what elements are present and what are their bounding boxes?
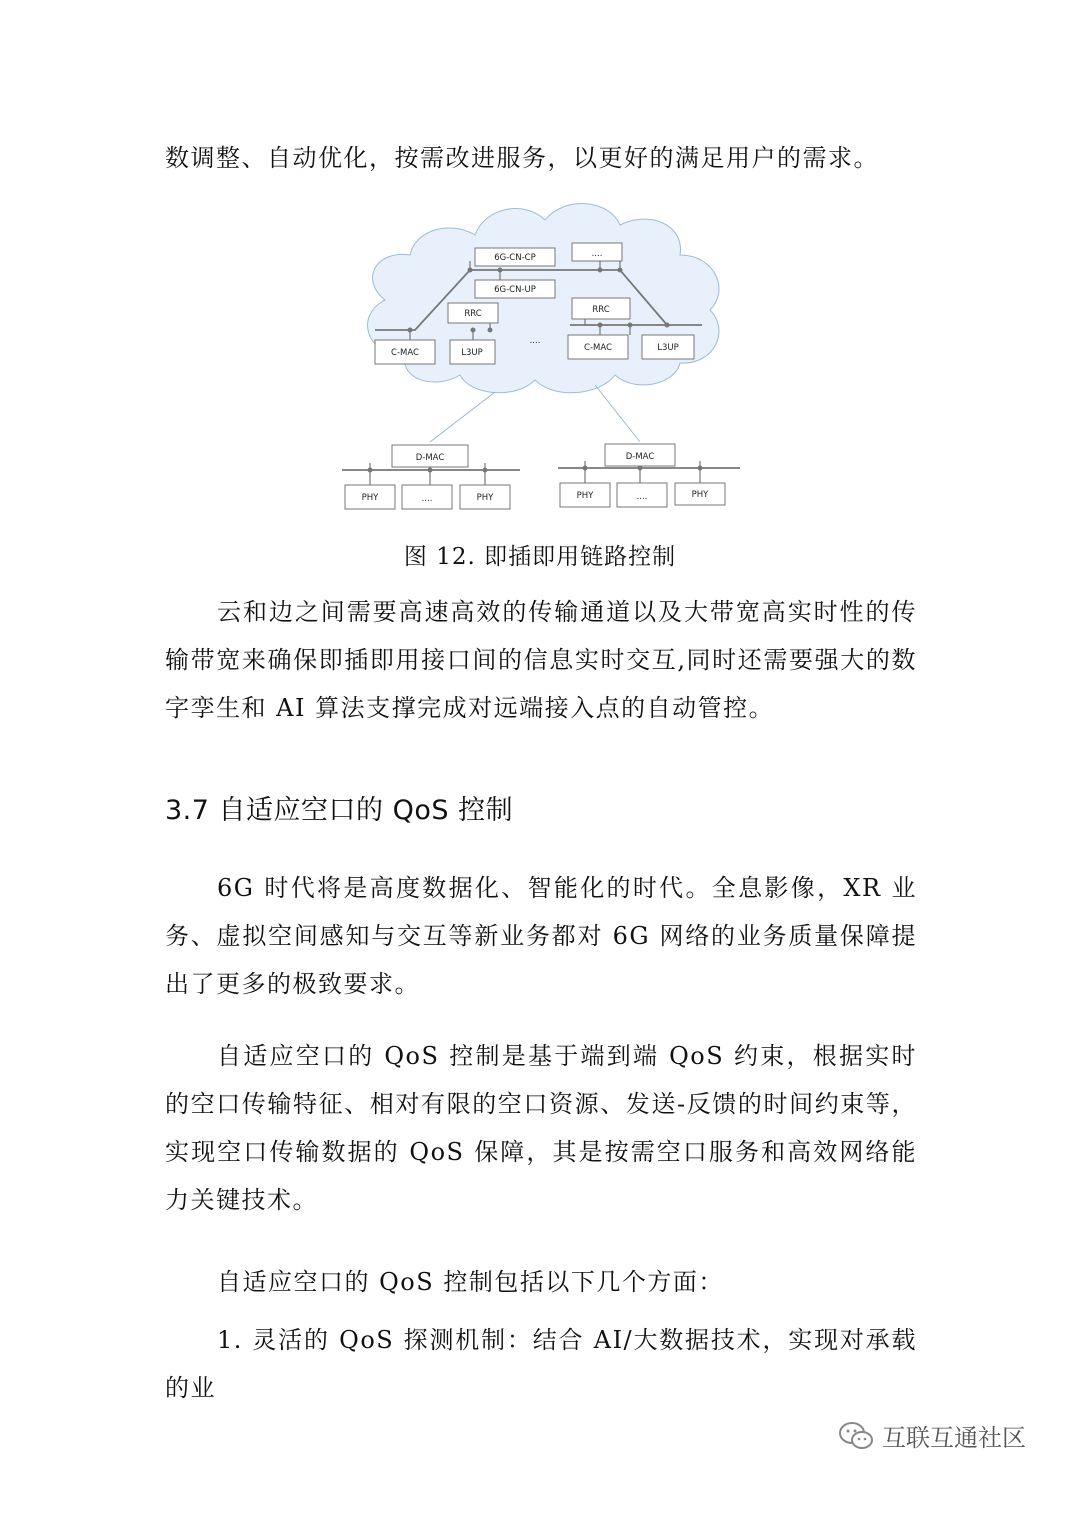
cmac-left-label: C-MAC [391,348,419,358]
section-heading: 3.7 自适应空口的 QoS 控制 [165,795,514,826]
cmac-right-label: C-MAC [584,343,612,353]
phy-right-1-label: PHY [576,491,594,501]
cn-up-label: 6G-CN-UP [494,285,536,295]
dmac-right-label: D-MAC [625,452,655,462]
rrc-right-label: RRC [592,305,610,315]
paragraph-qos-definition: 自适应空口的 QoS 控制是基于端到端 QoS 约束，根据实时的空口传输特征、相对有限的空口资源、发送-反馈的时间约束等，实现空口传输数据的 QoS 保障，其是按需空口服务和高效网络能力关键技术。 [165,1042,917,1214]
phy-left-1-label: PHY [361,493,379,503]
paragraph-qos-aspects: 自适应空口的 QoS 控制包括以下几个方面： [217,1268,724,1296]
top-dots-label: .... [591,249,603,259]
watermark [838,1418,1026,1453]
dmac-left-label: D-MAC [415,453,445,463]
cn-cp-label: 6G-CN-CP [494,253,536,263]
paragraph-cloud-edge: 云和边之间需要高速高效的传输通道以及大带宽高实时性的传输带宽来确保即插即用接口间的信息实时交互,同时还需要强大的数字孪生和 AI 算法支撑完成对远端接入点的自动管控。 [165,598,917,722]
phy-right-dots-label: .... [636,492,648,502]
plug-and-play-link-diagram [330,195,750,525]
rrc-left-label: RRC [464,309,482,319]
l3up-right-label: L3UP [657,343,679,353]
watermark-text: 互联互通社区 [882,1424,1026,1452]
phy-left-2-label: PHY [476,493,494,503]
paragraph-item-1: 1. 灵活的 QoS 探测机制：结合 AI/大数据技术，实现对承载的业 [165,1326,917,1402]
wechat-icon [838,1421,874,1451]
intro-line: 数调整、自动优化，按需改进服务，以更好的满足用户的需求。 [165,144,879,172]
phy-right-2-label: PHY [691,490,709,500]
figure-caption: 图 12. 即插即用链路控制 [403,544,677,570]
l3up-left-label: L3UP [461,348,483,358]
paragraph-6g-era: 6G 时代将是高度数据化、智能化的时代。全息影像，XR 业务、虚拟空间感知与交互等新业务都对 6G 网络的业务质量保障提出了更多的极致要求。 [165,874,917,998]
mid-dots-label: .... [529,336,541,346]
phy-left-dots-label: .... [421,494,433,504]
